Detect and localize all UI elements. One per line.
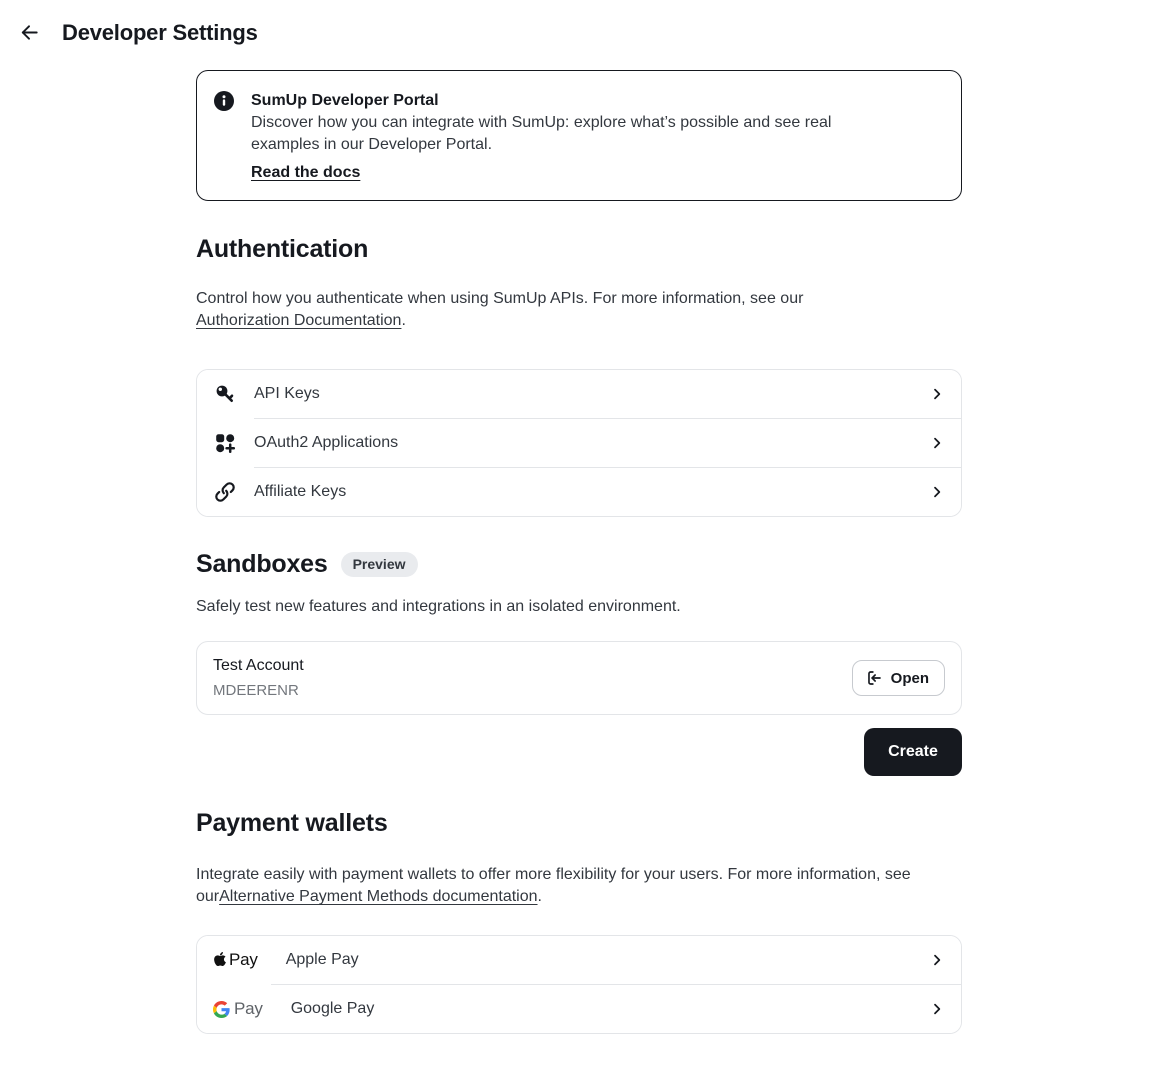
payment-wallets-description [196, 864, 956, 908]
link-icon [213, 480, 237, 504]
payment-wallets-list [196, 935, 962, 1034]
google-pay-label: Google Pay [290, 1000, 375, 1017]
open-button-label: Open [890, 669, 929, 687]
top-bar [0, 0, 1162, 52]
account-code: MDEERENR [213, 682, 299, 699]
preview-badge: Preview [341, 552, 418, 577]
open-sandbox-button[interactable] [852, 660, 945, 696]
chevron-right-icon [929, 435, 945, 451]
apple-pay-logo [213, 950, 258, 970]
back-button[interactable] [17, 21, 41, 45]
banner-body: Discover how you can integrate with SumUp: explore what’s possible and see real examples in our Developer Portal. [251, 114, 832, 153]
account-name: Test Account [213, 657, 304, 674]
test-account-info [213, 655, 304, 701]
apps-add-icon [213, 431, 237, 455]
google-pay-logo-text: Pay [234, 999, 263, 1018]
create-sandbox-button[interactable]: Create [864, 728, 962, 776]
alternative-payment-methods-link[interactable]: Alternative Payment Methods documentation [219, 888, 538, 905]
authentication-heading: Authentication [196, 235, 369, 263]
read-the-docs-link[interactable]: Read the docs [251, 164, 361, 181]
payment-wallets-heading: Payment wallets [196, 809, 388, 837]
chevron-right-icon [929, 386, 945, 402]
sandboxes-heading-row [196, 550, 962, 579]
key-icon [213, 382, 237, 406]
authentication-list [196, 369, 962, 517]
sandboxes-heading: Sandboxes [196, 550, 328, 578]
api-keys-label: API Keys [254, 385, 320, 402]
affiliate-keys-label: Affiliate Keys [254, 483, 347, 500]
authentication-desc-text: Control how you authenticate when using SumUp APIs. For more information, see our [196, 290, 804, 307]
authentication-description [196, 288, 836, 332]
sandboxes-description: Safely test new features and integrations in an isolated environment. [196, 598, 681, 615]
google-pay-row[interactable] [197, 985, 961, 1033]
apple-pay-label: Apple Pay [285, 951, 359, 968]
apple-pay-row[interactable] [197, 936, 961, 984]
login-icon [865, 669, 883, 687]
authentication-desc-suffix: . [401, 312, 406, 329]
back-arrow-icon [18, 21, 41, 44]
page-title: Developer Settings [62, 19, 258, 45]
chevron-right-icon [929, 1001, 945, 1017]
oauth2-applications-row[interactable] [197, 419, 961, 467]
payment-wallets-desc-text: Integrate easily with payment wallets to offer more flexibility for your users. For more information, see our [196, 866, 911, 905]
apple-pay-logo-text: Pay [229, 950, 258, 969]
google-pay-logo [213, 999, 263, 1019]
banner-content [251, 90, 861, 182]
chevron-right-icon [929, 484, 945, 500]
affiliate-keys-row[interactable] [197, 468, 961, 516]
info-icon [214, 91, 234, 182]
test-account-card [196, 641, 962, 715]
chevron-right-icon [929, 952, 945, 968]
main-content [196, 52, 962, 1034]
payment-wallets-desc-suffix: . [537, 888, 542, 905]
api-keys-row[interactable] [197, 370, 961, 418]
authorization-documentation-link[interactable]: Authorization Documentation [196, 312, 402, 329]
developer-portal-banner [196, 70, 962, 201]
banner-title: SumUp Developer Portal [251, 92, 439, 109]
create-button-row [196, 728, 962, 776]
oauth2-applications-label: OAuth2 Applications [254, 434, 399, 451]
